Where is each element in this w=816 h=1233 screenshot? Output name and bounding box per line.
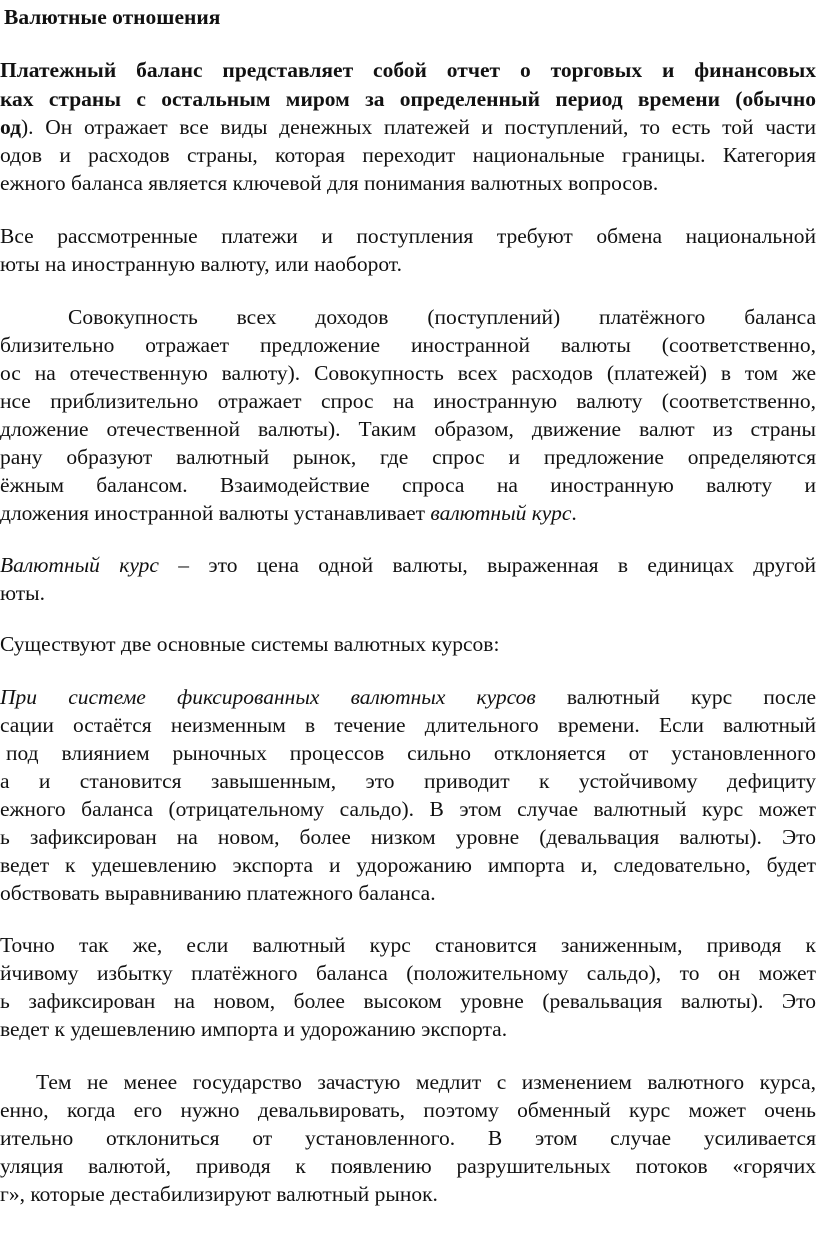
paragraph-line: Тем не менее государство зачастую медлит с изменением валютного курса, <box>36 1070 816 1094</box>
paragraph-line: ительно отклониться от установленного. В этом случае усиливается <box>0 1126 816 1150</box>
paragraph-line: Совокупность всех доходов (поступлений) платёжного баланса <box>68 305 816 329</box>
paragraph-line: близительно отражает предложение иностранной валюты (соответственно, <box>0 333 816 357</box>
paragraph-line: Точно так же, если валютный курс становится заниженным, приводя к <box>0 933 816 957</box>
paragraph-line: г», которые дестабилизируют валютный рынок. <box>0 1182 438 1206</box>
paragraph-line: ь зафиксирован на новом, более высоком уровне (ревальвация валюты). Это <box>0 989 816 1013</box>
paragraph-line: сации остаётся неизменным в течение длительного времени. Если валютный <box>0 713 816 737</box>
paragraph-line: одов и расходов страны, которая переходит национальные границы. Категория <box>0 143 816 167</box>
paragraph-line: ведет к удешевлению импорта и удорожанию экспорта. <box>0 1017 508 1041</box>
paragraph-line: дложение отечественной валюты). Таким образом, движение валют из страны <box>0 417 816 441</box>
bold-fragment: од <box>0 115 22 139</box>
paragraph-line <box>0 551 816 579</box>
text-fragment: – это цена одной валюты, выраженная в единицах другой <box>158 553 816 577</box>
italic-term: При системе фиксированных валютных курсов <box>0 685 536 709</box>
paragraph-line: нсе приблизительно отражает спрос на иностранную валюту (соответственно, <box>0 389 816 413</box>
italic-term: валютный курс <box>430 501 572 525</box>
paragraph-line <box>0 499 816 527</box>
page-title: Валютные отношения <box>4 5 221 29</box>
paragraph-line: йчивому избытку платёжного баланса (положительному сальдо), то он может <box>0 961 816 985</box>
paragraph-line: ёжным балансом. Взаимодействие спроса на иностранную валюту и <box>0 473 816 497</box>
text-fragment: дложения иностранной валюты устанавливает <box>0 501 431 525</box>
text-fragment: валютный курс после <box>535 685 816 709</box>
paragraph-line: ежного баланса является ключевой для понимания валютных вопросов. <box>0 171 659 195</box>
paragraph-line: Существуют две основные системы валютных курсов: <box>0 632 500 656</box>
paragraph-line: енно, когда его нужно девальвировать, поэтому обменный курс может очень <box>0 1098 816 1122</box>
paragraph-line: обствовать выравниванию платежного баланса. <box>0 881 436 905</box>
paragraph-line: рану образуют валютный рынок, где спрос и предложение определяются <box>0 445 816 469</box>
paragraph-line: ос на отечественную валюту). Совокупность всех расходов (платежей) в том же <box>0 361 816 385</box>
paragraph-line: Все рассмотренные платежи и поступления требуют обмена национальной <box>0 224 816 248</box>
text-fragment: ). Он отражает все виды денежных платежей и поступлений, то есть той части <box>21 115 816 139</box>
paragraph-line: под влиянием рыночных процессов сильно отклоняется от установленного <box>6 741 816 765</box>
paragraph-line: ь зафиксирован на новом, более низком уровне (девальвация валюты). Это <box>0 825 816 849</box>
paragraph-line: уляция валютой, приводя к появлению разрушительных потоков «горячих <box>0 1154 816 1178</box>
paragraph-line <box>0 683 816 711</box>
text-fragment: . <box>571 501 577 525</box>
paragraph-line: ках страны с остальным миром за определенный период времени (обычно <box>0 87 816 111</box>
paragraph-line <box>0 113 816 141</box>
paragraph-line: ежного баланса (отрицательному сальдо). В этом случае валютный курс может <box>0 797 816 821</box>
paragraph-line: юты на иностранную валюту, или наоборот. <box>0 252 402 276</box>
italic-term: Валютный курс <box>0 553 159 577</box>
paragraph-line: ведет к удешевлению экспорта и удорожанию импорта и, следовательно, будет <box>0 853 816 877</box>
paragraph-line: юты. <box>0 581 45 605</box>
paragraph-line: Платежный баланс представляет собой отчет о торговых и финансовых <box>0 58 816 82</box>
paragraph-line: а и становится завышенным, это приводит к устойчивому дефициту <box>0 769 816 793</box>
